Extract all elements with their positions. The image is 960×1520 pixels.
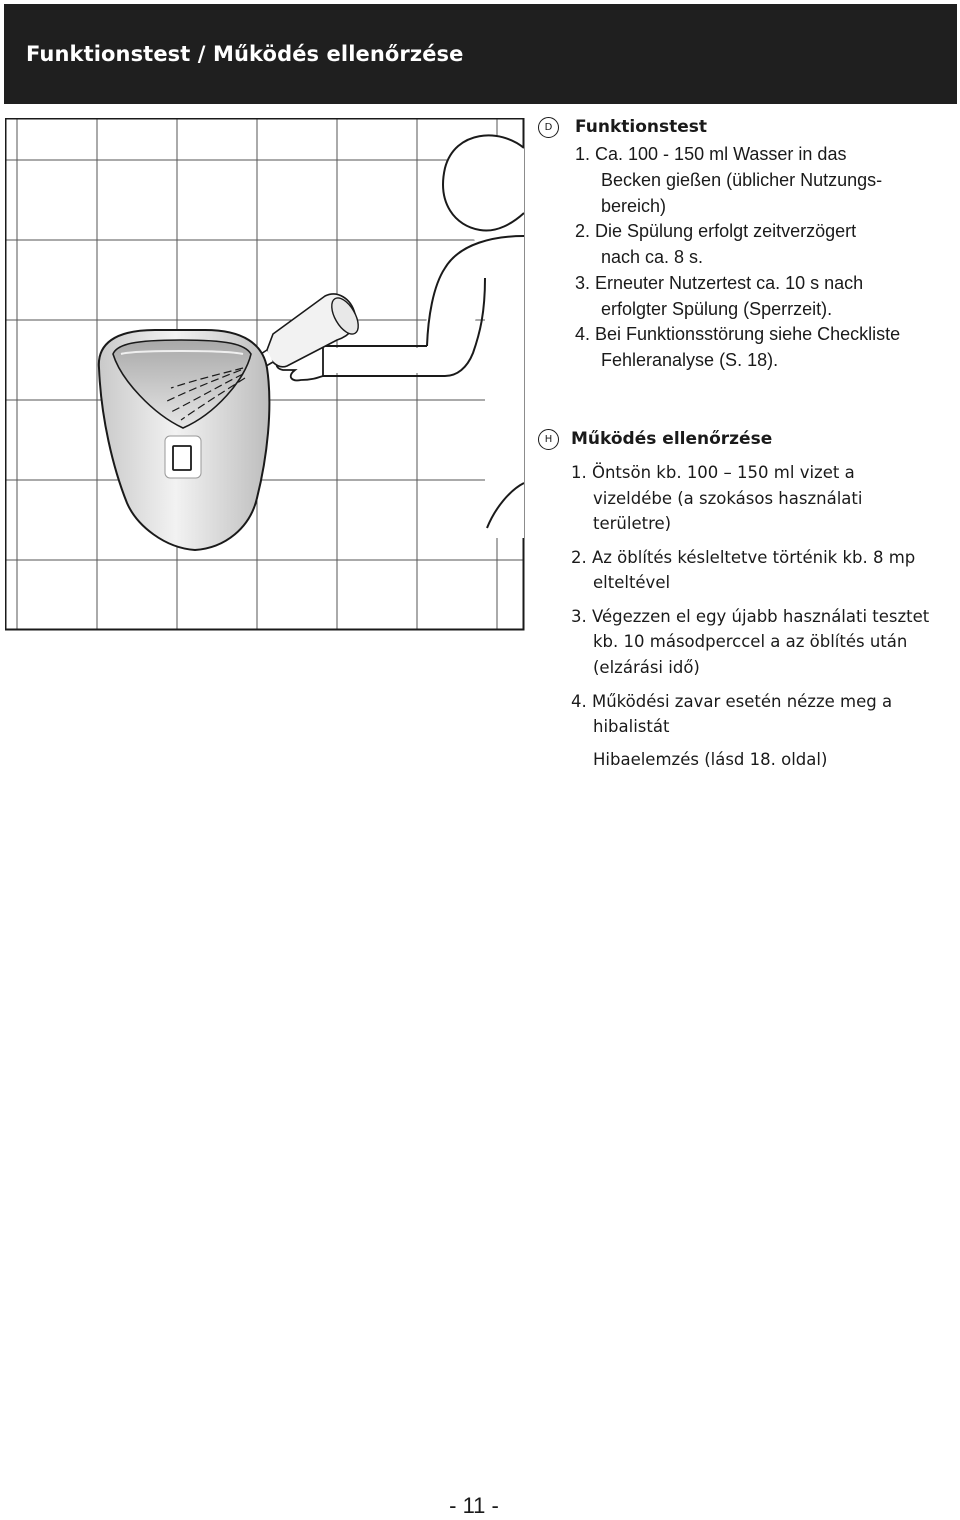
urinal-test-illustration	[5, 118, 525, 632]
german-line: 1. Ca. 100 - 150 ml Wasser in das	[575, 144, 847, 164]
hungarian-line: (elzárási idő)	[593, 658, 700, 677]
page-title: Funktionstest / Működés ellenőrzése	[26, 42, 464, 66]
hungarian-line: elteltével	[593, 573, 671, 592]
hungarian-line: Hibaelemzés (lásd 18. oldal)	[593, 750, 828, 769]
hungarian-line: 4. Működési zavar esetén nézze meg a	[571, 692, 893, 711]
hungarian-line: kb. 10 másodperccel a az öblítés után	[593, 632, 908, 651]
german-line: 3. Erneuter Nutzertest ca. 10 s nach	[575, 273, 864, 293]
hungarian-line: 1. Öntsön kb. 100 – 150 ml vizet a	[571, 463, 855, 482]
hungarian-line: hibalistát	[593, 717, 670, 736]
german-line: bereich)	[601, 196, 667, 216]
german-line: nach ca. 8 s.	[601, 247, 704, 267]
german-line: Fehleranalyse (S. 18).	[601, 350, 779, 370]
hungarian-line: 3. Végezzen el egy újabb használati tesztet	[571, 607, 930, 626]
page-header	[4, 4, 957, 104]
german-line: erfolgter Spülung (Sperrzeit).	[601, 299, 833, 319]
section-title-german: Funktionstest	[575, 117, 708, 137]
page-number: - 11 -	[449, 1493, 499, 1518]
section-title-hungarian: Működés ellenőrzése	[571, 429, 773, 449]
german-line: 2. Die Spülung erfolgt zeitverzögert	[575, 221, 857, 241]
hungarian-line: 2. Az öblítés késleltetve történik kb. 8 mp	[571, 548, 916, 567]
hungarian-line: területre)	[593, 514, 672, 533]
hungarian-line: vizeldébe (a szokásos használati	[593, 489, 863, 508]
german-line: 4. Bei Funktionsstörung siehe Checkliste	[575, 324, 901, 344]
german-line: Becken gießen (üblicher Nutzungs-	[601, 170, 883, 190]
language-badge-german: D	[538, 117, 559, 138]
language-badge-hungarian: H	[538, 429, 559, 450]
